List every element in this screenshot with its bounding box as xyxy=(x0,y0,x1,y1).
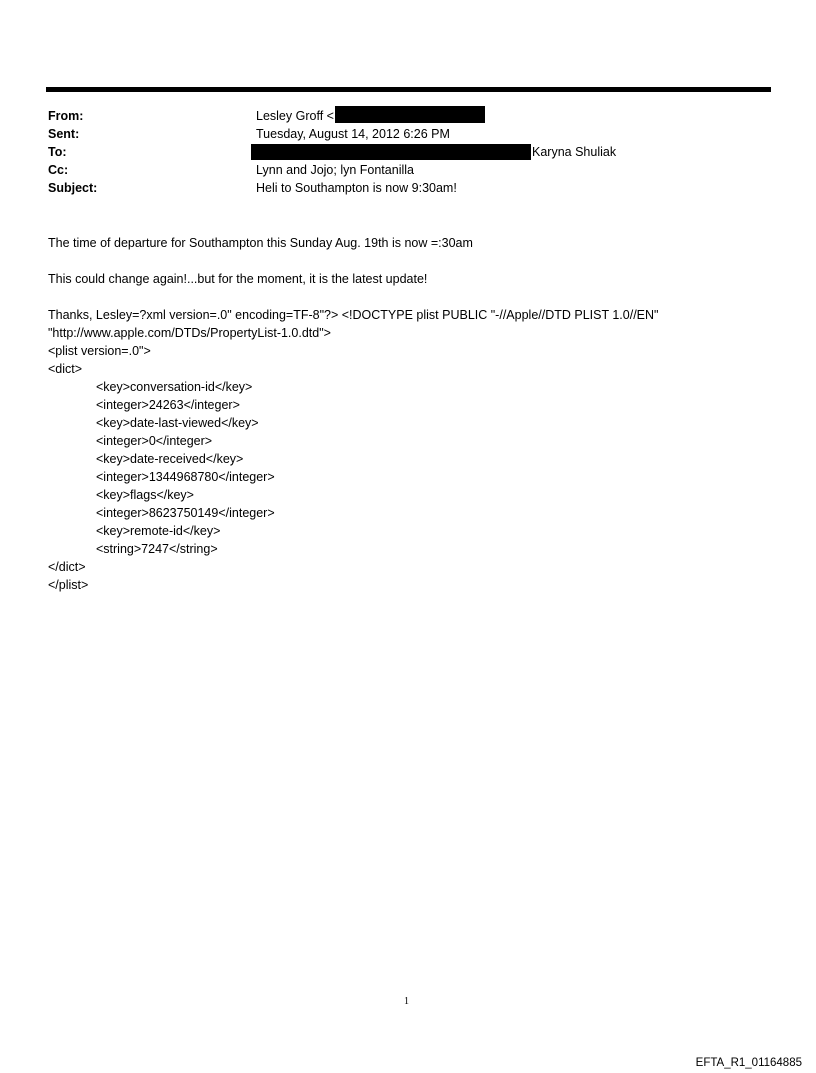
plist-line: <integer>8623750149</integer> xyxy=(96,506,275,520)
plist-line: <string>7247</string> xyxy=(96,542,218,556)
redaction-to-recipients xyxy=(251,144,531,160)
redaction-from-email xyxy=(335,106,485,123)
sent-value: Tuesday, August 14, 2012 6:26 PM xyxy=(256,127,450,141)
body-line-departure: The time of departure for Southampton this Sunday Aug. 19th is now =:30am xyxy=(48,236,473,250)
plist-line: <key>date-last-viewed</key> xyxy=(96,416,259,430)
plist-line: </plist> xyxy=(48,578,89,592)
cc-label: Cc: xyxy=(48,163,69,177)
plist-line: <integer>0</integer> xyxy=(96,434,213,448)
body-line-dtd-url: "http://www.apple.com/DTDs/PropertyList-1.0.dtd"> xyxy=(48,326,331,340)
subject-label: Subject: xyxy=(48,181,98,195)
sent-label: Sent: xyxy=(48,127,80,141)
from-value: Lesley Groff < xyxy=(256,109,334,123)
plist-line: <plist version=.0"> xyxy=(48,344,151,358)
to-value: Karyna Shuliak xyxy=(532,145,617,159)
cc-value: Lynn and Jojo; lyn Fontanilla xyxy=(256,163,414,177)
plist-line: <integer>1344968780</integer> xyxy=(96,470,275,484)
plist-line: </dict> xyxy=(48,560,86,574)
plist-line: <key>conversation-id</key> xyxy=(96,380,253,394)
plist-line: <key>remote-id</key> xyxy=(96,524,221,538)
subject-value: Heli to Southampton is now 9:30am! xyxy=(256,181,457,195)
page-number: 1 xyxy=(404,996,409,1007)
from-label: From: xyxy=(48,109,84,123)
plist-line: <key>date-received</key> xyxy=(96,452,244,466)
plist-line: <integer>24263</integer> xyxy=(96,398,240,412)
body-line-thanks: Thanks, Lesley=?xml version=.0" encoding=TF-8"?> <!DOCTYPE plist PUBLIC "-//Apple//DTD PLIST 1.0//EN" xyxy=(48,308,659,322)
plist-line: <dict> xyxy=(48,362,83,376)
body-line-update: This could change again!...but for the moment, it is the latest update! xyxy=(48,272,428,286)
header-rule xyxy=(46,87,771,92)
plist-line: <key>flags</key> xyxy=(96,488,194,502)
to-label: To: xyxy=(48,145,67,159)
bates-number: EFTA_R1_01164885 xyxy=(695,1057,802,1069)
